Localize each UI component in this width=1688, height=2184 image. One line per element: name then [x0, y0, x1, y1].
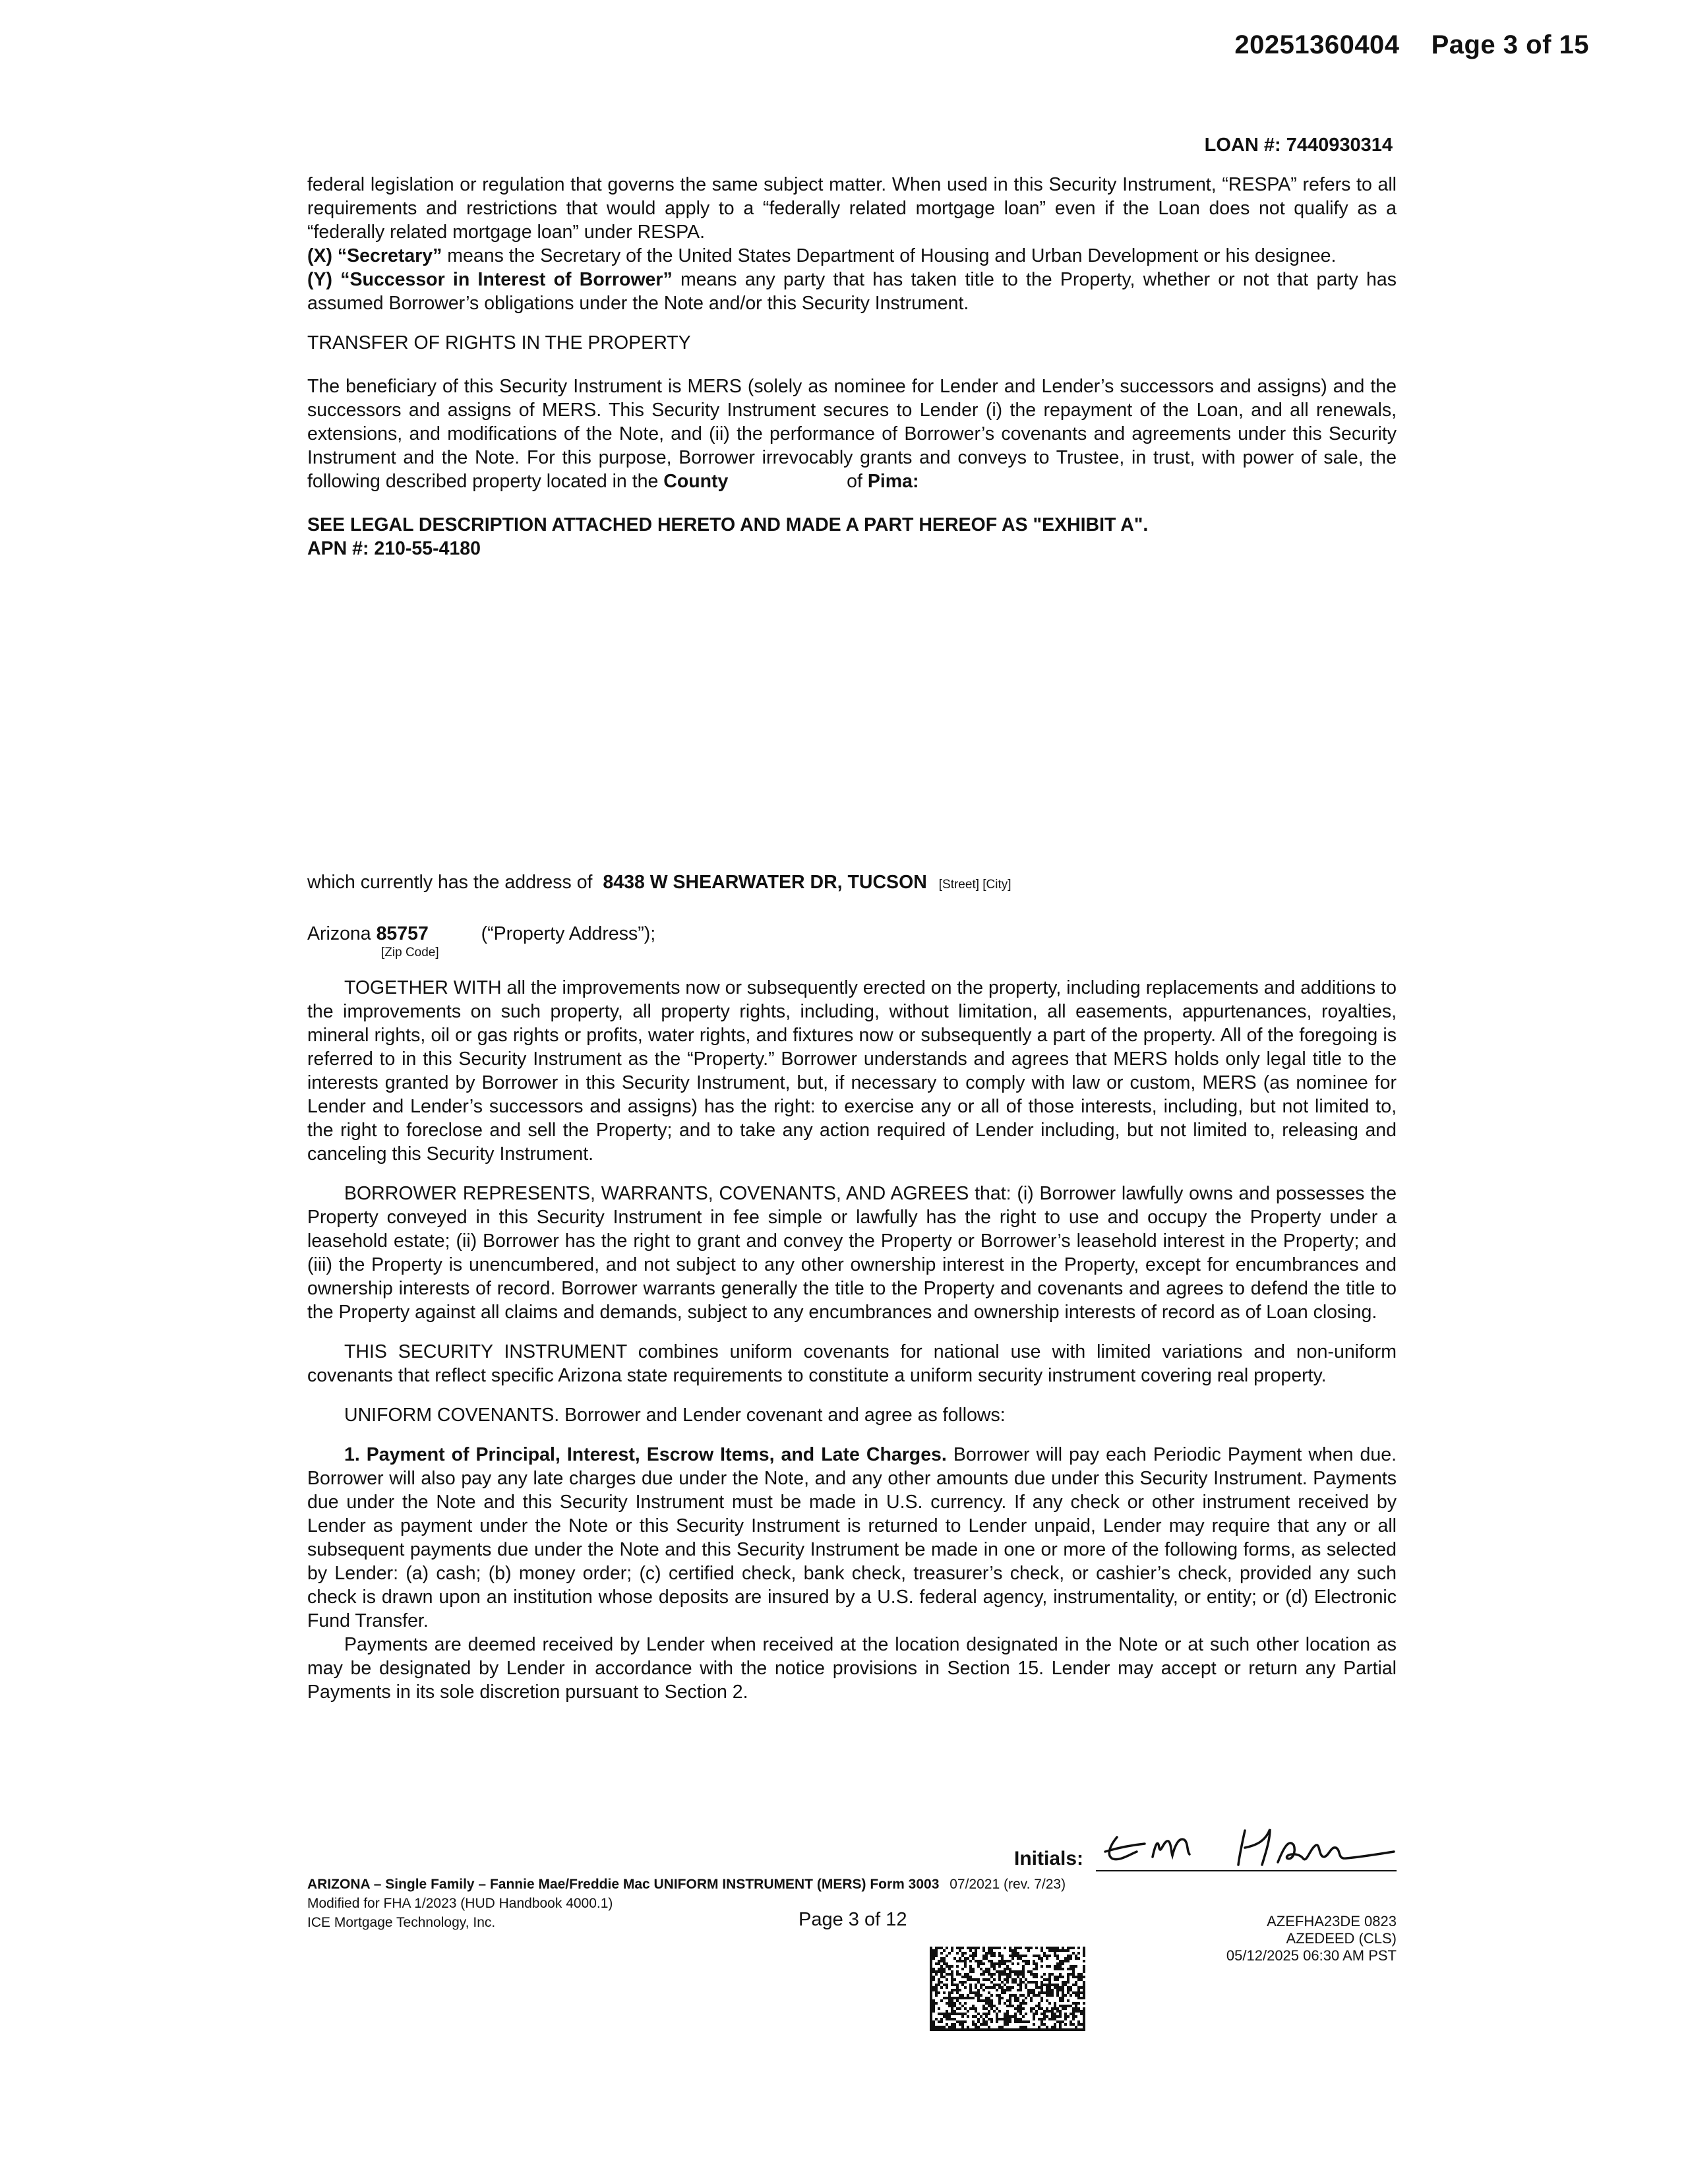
initials-block: [1014, 1825, 1397, 1871]
apn-line: [307, 537, 1397, 561]
address-intro: which currently has the address of: [307, 872, 593, 893]
loan-number-line: [1205, 135, 1393, 156]
section-1-text: Borrower will pay each Periodic Payment when due. Borrower will also pay any late charges due under the Note, and any other amounts due under this Security Instrument. Payments due under the Note and this Security Instrument must be made in U.S. currency. If any check or other instrument received by Lender as payment under the Note or this Security Instrument is returned to Lender unpaid, Lender may require that any or all subsequent payments due under the Note and this Security Instrument be made in one or more of the following forms, as selected by Lender: (a) cash; (b) money order; (c) certified check, bank check, treasurer’s check, or cashier’s check, provided any such check is drawn upon an institution whose deposits are insured by a U.S. federal agency, instrumentality, or entity; or (d) Electronic Fund Transfer.: [307, 1444, 1397, 1631]
uniform-covenants-paragraph: UNIFORM COVENANTS. Borrower and Lender covenant and agree as follows:: [344, 1405, 1006, 1426]
section-1-paragraph: [307, 1443, 1397, 1633]
zip-code: 85757: [376, 923, 429, 944]
initials-label: Initials:: [1014, 1848, 1084, 1869]
borrower-represents-paragraph: BORROWER REPRESENTS, WARRANTS, COVENANTS, AND AGREES that: (i) Borrower lawfully owns and possesses the Property conveyed in this Security Instrument in fee simple or lawfully has the right to use and occupy the Property under a leasehold estate; (ii) Borrower has the right to grant and convey the Property or Borrower’s leasehold interest in the Property; and (iii) the Property is unencumbered, and not subject to any other ownership interest in the Property, except for encumbrances and ownership interests of record. Borrower warrants generally the title to the Property and covenants and agrees to defend the title to the Property against all claims and demands, subject to any encumbrances and ownership interests of record as of Loan closing.: [307, 1183, 1397, 1323]
zip-code-label: [Zip Code]: [381, 946, 439, 959]
datamatrix-barcode: [930, 1947, 1085, 2031]
state: Arizona: [307, 923, 371, 944]
definition-x-term: “Secretary”: [337, 245, 442, 266]
apn-label: APN #:: [307, 538, 369, 559]
transfer-text: The beneficiary of this Security Instrument is MERS (solely as nominee for Lender and Lender’s successors and assigns) and the successors and assigns of MERS. This Security Instrument secures to Lender (i) the repayment of the Loan, and all renewals, extensions, and modifications of the Note, and (ii) the performance of Borrower’s covenants and agreements under this Security Instrument and the Note. For this purpose, Borrower irrevocably grants and conveys to Trustee, in trust, with power of sale, the following described property located in the: [307, 376, 1397, 492]
of-word: of: [847, 471, 862, 492]
document-body: [307, 173, 1397, 1704]
successor-definition: [307, 268, 1397, 315]
secretary-definition: [307, 244, 1397, 268]
property-address-label: (“Property Address”);: [481, 923, 656, 944]
definition-y-label: (Y): [307, 269, 332, 290]
blank-space: [307, 561, 1397, 870]
form-date: 07/2021 (rev. 7/23): [950, 1877, 1066, 1892]
form-title-line: [307, 1875, 1397, 1894]
apn-number: 210-55-4180: [374, 538, 481, 559]
definition-y-term: “Successor in Interest of Borrower”: [340, 269, 673, 290]
definition-y-text: means any party that has taken title to the Property, whether or not that party has assumed Borrower’s obligations under the Note and/or this Security Instrument.: [307, 269, 1397, 314]
initials-line: [1096, 1870, 1397, 1871]
definition-x-label: (X): [307, 245, 332, 266]
this-security-instrument-paragraph: THIS SECURITY INSTRUMENT combines uniform covenants for national use with limited variations and non-uniform covenants that reflect specific Arizona state requirements to constitute a uniform security instrument covering real property.: [307, 1341, 1397, 1386]
legal-description: SEE LEGAL DESCRIPTION ATTACHED HERETO AND MADE A PART HEREOF AS "EXHIBIT A".: [307, 514, 1149, 535]
loan-label: LOAN #:: [1204, 135, 1281, 156]
form-timestamp: 05/12/2025 06:30 AM PST: [1226, 1947, 1397, 1964]
transfer-heading: TRANSFER OF RIGHTS IN THE PROPERTY: [307, 332, 691, 353]
payments-deemed-paragraph: Payments are deemed received by Lender when received at the location designated in the Note or at such other location as may be designated by Lender in accordance with the notice provisions in Section 15. Lender may accept or return any Partial Payments in its sole discretion pursuant to Section 2.: [307, 1634, 1397, 1703]
form-title: ARIZONA – Single Family – Fannie Mae/Freddie Mac UNIFORM INSTRUMENT (MERS) Form 3003: [307, 1877, 940, 1892]
together-with-paragraph: TOGETHER WITH all the improvements now or subsequently erected on the property, including replacements and additions to the improvements on such property, all property rights, including, without limitation, all easements, appurtenances, royalties, mineral rights, oil or gas rights or profits, water rights, and fixtures now or subsequently a part of the property. All of the foregoing is referred to in this Security Instrument as the “Property.” Borrower understands and agrees that MERS holds only legal title to the interests granted by Borrower in this Security Instrument, but, if necessary to comply with law or custom, MERS (as nominee for Lender and Lender’s successors and assigns) has the right: to exercise any or all of those interests, including, but not limited to, the right to foreclose and sell the Property; and to take any action required of Lender including, but not limited to, releasing and canceling this Security Instrument.: [307, 977, 1397, 1165]
definition-x-text: means the Secretary of the United States Department of Housing and Urban Development or his designee.: [442, 245, 1337, 266]
recording-header: [1234, 30, 1589, 60]
fha-modified-note: Modified for FHA 1/2023 (HUD Handbook 4000.1): [307, 1896, 613, 1911]
form-code-2: AZEDEED (CLS): [1286, 1930, 1397, 1947]
transfer-paragraph: [307, 375, 1397, 493]
form-codes: [1226, 1913, 1397, 1964]
borrower-2-initials-signature: [1232, 1825, 1397, 1869]
address-line: [307, 870, 1397, 897]
borrower-1-initials-signature: [1099, 1825, 1197, 1866]
recording-number: 20251360404: [1234, 30, 1400, 59]
recording-page-label: Page 3 of 15: [1431, 30, 1589, 59]
street-city-label: [Street] [City]: [938, 878, 1011, 892]
street-city: 8438 W SHEARWATER DR, TUCSON: [603, 872, 927, 893]
form-code-1: AZEFHA23DE 0823: [1267, 1913, 1397, 1929]
respa-paragraph: federal legislation or regulation that governs the same subject matter. When used in this Security Instrument, “RESPA” refers to all requirements and restrictions that would apply to a “federally related mortgage loan” even if the Loan does not qualify as a “federally related mortgage loan” under RESPA.: [307, 174, 1397, 243]
county-name: Pima:: [867, 471, 919, 492]
county-word: County: [663, 471, 729, 492]
loan-number: 7440930314: [1286, 135, 1393, 156]
company-name: ICE Mortgage Technology, Inc.: [307, 1915, 496, 1930]
form-page-number: Page 3 of 12: [799, 1909, 907, 1930]
state-zip-row: [307, 922, 1397, 960]
section-1-title: 1. Payment of Principal, Interest, Escrow Items, and Late Charges.: [344, 1444, 947, 1465]
